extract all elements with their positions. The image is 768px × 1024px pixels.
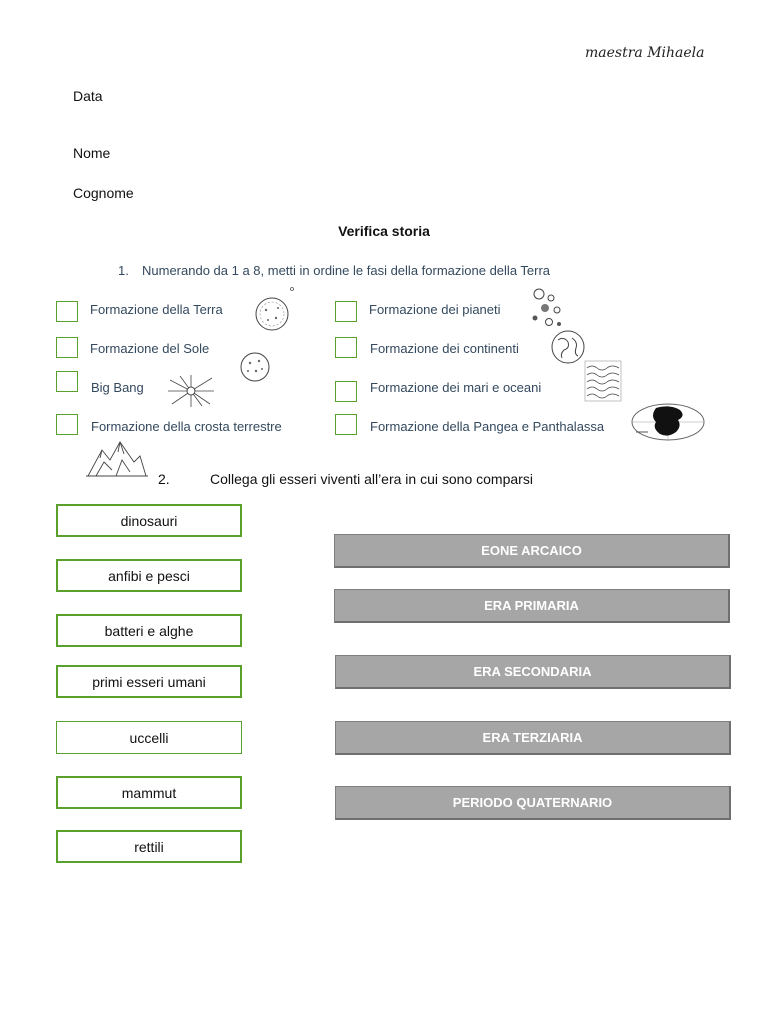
field-surname: Cognome (73, 185, 134, 201)
living-being-item[interactable]: anfibi e pesci (56, 559, 242, 592)
option-label: Formazione del Sole (90, 341, 210, 356)
living-being-item[interactable]: dinosauri (56, 504, 242, 537)
order-box-3[interactable] (56, 371, 78, 392)
order-box-7[interactable] (335, 381, 357, 402)
order-box-6[interactable] (335, 337, 357, 358)
big-bang-sketch-icon (168, 374, 214, 408)
option-label: Formazione dei mari e oceani (370, 380, 542, 395)
era-box[interactable]: ERA TERZIARIA (335, 721, 731, 755)
exercise-1-text: Numerando da 1 a 8, metti in ordine le fasi della formazione della Terra (142, 263, 551, 278)
era-box[interactable]: ERA PRIMARIA (334, 589, 730, 623)
author-name: maestra Mihaela (585, 45, 705, 61)
era-box[interactable]: ERA SECONDARIA (335, 655, 731, 689)
exercise-2-instruction: Collega gli esseri viventi all’era in cui sono comparsi (210, 471, 533, 487)
ocean-waves-sketch-icon (584, 360, 622, 402)
era-box[interactable]: PERIODO QUATERNARIO (335, 786, 731, 820)
living-being-item[interactable]: rettili (56, 830, 242, 863)
living-being-item[interactable]: mammut (56, 776, 242, 809)
option-label: Formazione della crosta terrestre (91, 419, 282, 434)
order-box-5[interactable] (335, 301, 357, 322)
page-title: Verifica storia (338, 223, 430, 239)
sun-sketch-icon (236, 349, 274, 385)
era-box[interactable]: EONE ARCAICO (334, 534, 730, 568)
planets-sketch-icon (525, 284, 567, 330)
field-name: Nome (73, 145, 111, 161)
order-box-2[interactable] (56, 337, 78, 358)
living-being-item[interactable]: primi esseri umani (56, 665, 242, 698)
order-box-1[interactable] (56, 301, 78, 322)
exercise-2-number: 2. (158, 471, 170, 487)
exercise-1-number: 1. (118, 263, 129, 278)
earth-sketch-icon (250, 284, 300, 334)
order-box-4[interactable] (56, 414, 78, 435)
field-date: Data (73, 88, 103, 104)
order-box-8[interactable] (335, 414, 357, 435)
living-being-item[interactable]: batteri e alghe (56, 614, 242, 647)
option-label: Formazione dei pianeti (369, 302, 501, 317)
living-being-item[interactable]: uccelli (56, 721, 242, 754)
option-label: Big Bang (91, 380, 144, 395)
mountains-sketch-icon (86, 438, 148, 478)
exercise-1-instruction (118, 263, 550, 278)
option-label: Formazione dei continenti (370, 341, 519, 356)
pangea-map-icon (630, 402, 706, 442)
option-label: Formazione della Pangea e Panthalassa (370, 419, 605, 434)
option-label: Formazione della Terra (90, 302, 223, 317)
